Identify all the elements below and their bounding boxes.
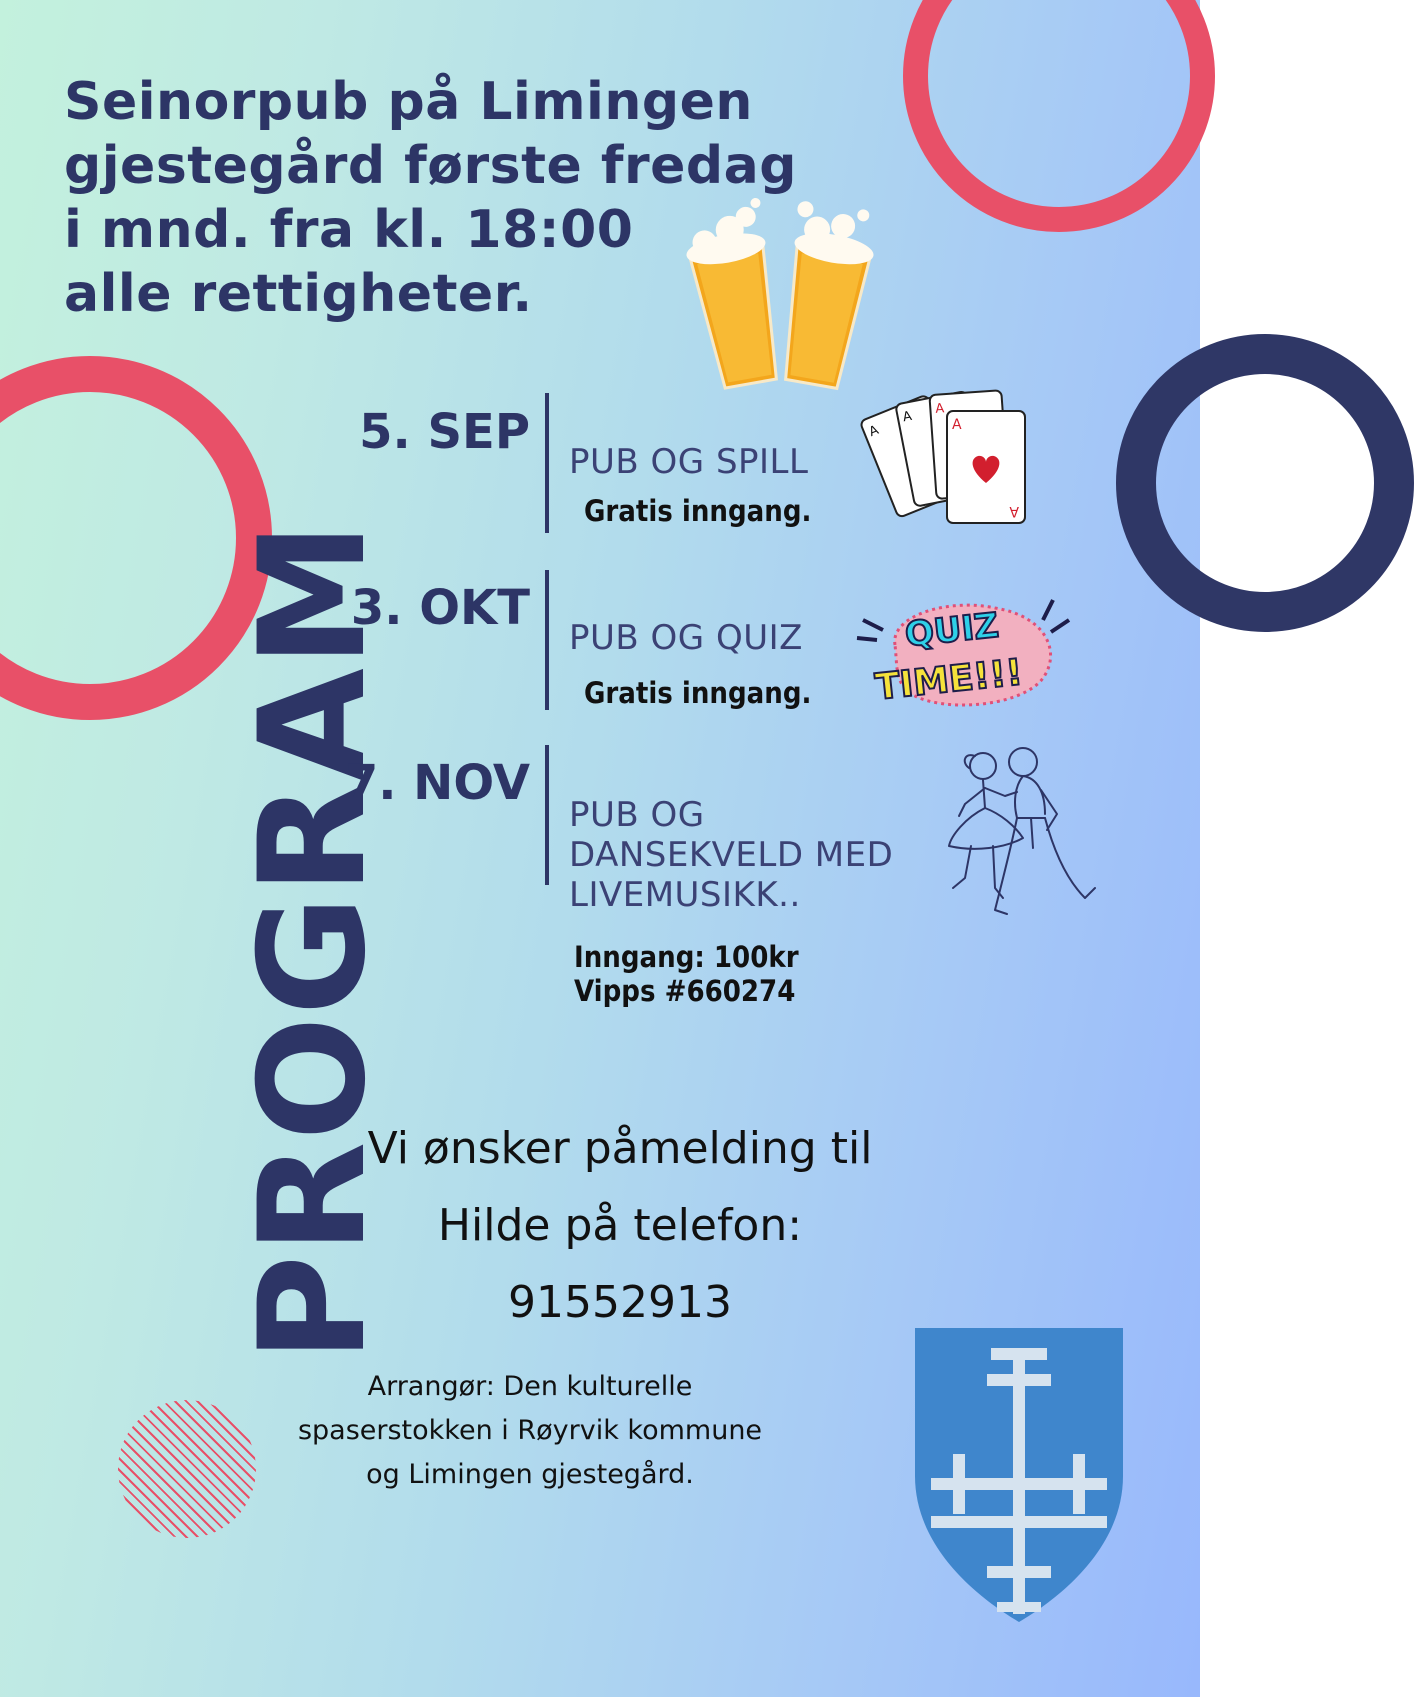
navy-ring-right xyxy=(1116,334,1414,632)
time-word: TIME!!! xyxy=(873,652,1025,709)
card-rank: A xyxy=(934,401,945,417)
coat-of-arms-icon xyxy=(913,1326,1125,1624)
program-title: PROGRAM xyxy=(228,520,398,1362)
event-title: PUB OG SPILL xyxy=(569,442,809,482)
event-title: PUB OG QUIZ xyxy=(569,618,803,658)
event-date: 3. OKT xyxy=(350,580,530,636)
quiz-time-icon xyxy=(855,590,1075,720)
event-note: Gratis inngang. xyxy=(584,494,812,528)
quiz-word: QUIZ xyxy=(903,605,1001,656)
event-date: 5. SEP xyxy=(359,404,530,460)
event-divider xyxy=(545,570,549,710)
signup-line: Vi ønsker påmelding til xyxy=(367,1123,873,1174)
organizer-line: Arrangør: Den kulturelle xyxy=(367,1371,693,1402)
event-title xyxy=(569,795,893,915)
organizer-line: spaserstokken i Røyrvik kommune xyxy=(297,1415,763,1446)
dancing-couple-icon xyxy=(945,738,1105,948)
organizer-credit xyxy=(250,1365,810,1497)
event-date: 7. NOV xyxy=(344,755,530,811)
headline-line: i mnd. fra kl. 18:00 xyxy=(64,200,634,260)
event-note-line: Vipps #660274 xyxy=(574,974,796,1008)
event-title-line: DANSEKVELD MED xyxy=(569,835,894,875)
card-rank: A xyxy=(901,408,914,426)
card-rank: A xyxy=(866,422,881,441)
hatched-circle-decoration xyxy=(118,1400,256,1538)
playing-cards-icon xyxy=(866,383,1035,533)
organizer-line: og Limingen gjestegård. xyxy=(366,1459,694,1490)
headline-line: Seinorpub på Limingen xyxy=(64,72,753,132)
signup-notice xyxy=(260,1110,980,1341)
headline-line: alle rettigheter. xyxy=(64,264,533,324)
signup-line: Hilde på telefon: xyxy=(437,1200,803,1251)
headline-line: gjestegård første fredag xyxy=(64,136,797,196)
coral-ring-top-right xyxy=(903,0,1215,232)
event-title-line: PUB OG xyxy=(569,795,705,835)
event-divider xyxy=(545,393,549,533)
event-note: Gratis inngang. xyxy=(584,676,812,710)
event-divider xyxy=(545,745,549,885)
event-title-line: LIVEMUSIKK.. xyxy=(569,875,801,915)
event-note-line: Inngang: 100kr xyxy=(574,940,799,974)
phone-number: 91552913 xyxy=(508,1277,732,1328)
beer-glasses-icon xyxy=(680,190,880,395)
card-rank: A xyxy=(952,417,962,433)
card-rank: A xyxy=(1009,503,1019,519)
event-note xyxy=(574,940,799,1008)
